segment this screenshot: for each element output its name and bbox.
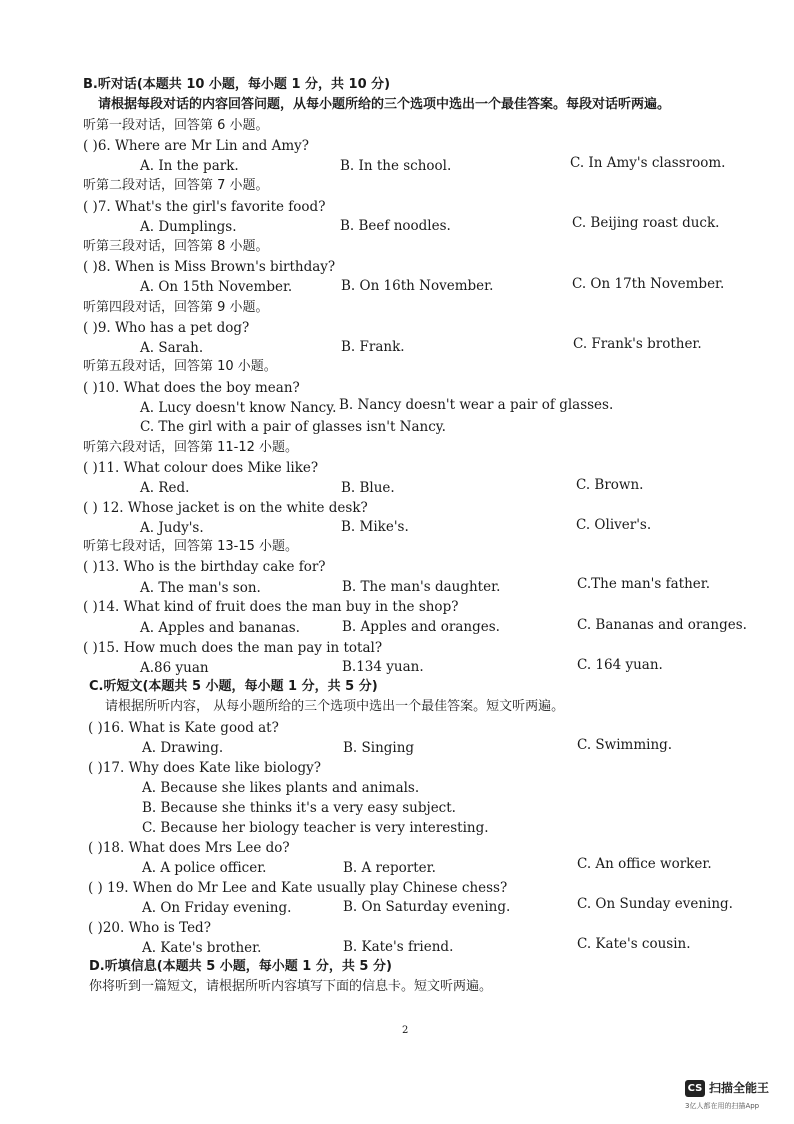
dialog-intro-3: 听第三段对话，回答第 8 小题。	[83, 239, 269, 254]
option-18c: C. An office worker.	[577, 856, 712, 872]
option-18a: A. A police officer.	[142, 860, 267, 876]
option-8c: C. On 17th November.	[572, 276, 725, 292]
question-stem-18: ( )18. What does Mrs Lee do?	[88, 840, 290, 856]
option-10c: C. The girl with a pair of glasses isn't Nancy.	[140, 419, 446, 435]
option-20b: B. Kate's friend.	[343, 939, 454, 955]
question-stem-7: ( )7. What's the girl's favorite food?	[83, 199, 326, 215]
option-11c: C. Brown.	[576, 477, 644, 493]
option-9c: C. Frank's brother.	[573, 336, 702, 352]
question-stem-19: ( ) 19. When do Mr Lee and Kate usually play Chinese chess?	[88, 880, 508, 896]
section-c-instruction: 请根据所听内容， 从每小题所给的三个选项中选出一个最佳答案。短文听两遍。	[105, 699, 565, 714]
option-11a: A. Red.	[140, 480, 190, 496]
option-8a: A. On 15th November.	[140, 279, 293, 295]
option-15b: B.134 yuan.	[342, 659, 424, 675]
option-17c: C. Because her biology teacher is very interesting.	[142, 820, 489, 836]
dialog-intro-5: 听第五段对话，回答第 10 小题。	[83, 359, 277, 374]
option-16a: A. Drawing.	[142, 740, 224, 756]
dialog-intro-7: 听第七段对话，回答第 13-15 小题。	[83, 539, 299, 554]
section-d-title: D.听填信息(本题共 5 小题，每小题 1 分，共 5 分)	[89, 959, 392, 974]
option-12b: B. Mike's.	[341, 519, 409, 535]
question-stem-10: ( )10. What does the boy mean?	[83, 380, 300, 396]
option-8b: B. On 16th November.	[341, 278, 494, 294]
option-16c: C. Swimming.	[577, 737, 673, 753]
dialog-intro-2: 听第二段对话，回答第 7 小题。	[83, 178, 269, 193]
option-19a: A. On Friday evening.	[142, 900, 292, 916]
question-stem-17: ( )17. Why does Kate like biology?	[88, 760, 322, 776]
option-14b: B. Apples and oranges.	[342, 619, 500, 635]
option-11b: B. Blue.	[341, 480, 395, 496]
option-13a: A. The man's son.	[140, 580, 261, 596]
option-9a: A. Sarah.	[140, 340, 204, 356]
question-stem-11: ( )11. What colour does Mike like?	[83, 460, 319, 476]
question-stem-8: ( )8. When is Miss Brown's birthday?	[83, 259, 336, 275]
section-b-instruction: 请根据每段对话的内容回答问题，从每小题所给的三个选项中选出一个最佳答案。每段对话听两遍。	[98, 97, 671, 112]
option-6a: A. In the park.	[140, 158, 239, 174]
option-12c: C. Oliver's.	[576, 517, 652, 533]
question-stem-9: ( )9. Who has a pet dog?	[83, 320, 250, 336]
option-13b: B. The man's daughter.	[342, 579, 501, 595]
section-d-instruction: 你将听到一篇短文，请根据所听内容填写下面的信息卡。短文听两遍。	[89, 979, 493, 994]
scanner-tagline: 3亿人都在用的扫描App	[685, 1102, 760, 1110]
option-6b: B. In the school.	[340, 158, 452, 174]
option-7c: C. Beijing roast duck.	[572, 215, 720, 231]
option-17b: B. Because she thinks it's a very easy subject.	[142, 800, 456, 816]
option-6c: C. In Amy's classroom.	[570, 155, 726, 171]
option-19c: C. On Sunday evening.	[577, 896, 733, 912]
option-15c: C. 164 yuan.	[577, 657, 663, 673]
dialog-intro-1: 听第一段对话，回答第 6 小题。	[83, 118, 269, 133]
option-7a: A. Dumplings.	[140, 219, 237, 235]
section-c-title: C.听短文(本题共 5 小题，每小题 1 分，共 5 分)	[89, 679, 378, 694]
option-15a: A.86 yuan	[140, 660, 209, 676]
scanner-watermark	[685, 1080, 793, 1116]
option-13c: C.The man's father.	[577, 576, 711, 592]
option-17a: A. Because she likes plants and animals.	[142, 780, 420, 796]
page-number: 2	[402, 1025, 409, 1036]
option-16b: B. Singing	[343, 740, 415, 756]
section-b-title: B.听对话(本题共 10 小题，每小题 1 分，共 10 分)	[83, 77, 391, 92]
scanner-logo-icon: CS	[685, 1080, 705, 1097]
option-9b: B. Frank.	[341, 339, 405, 355]
dialog-intro-6: 听第六段对话，回答第 11-12 小题。	[83, 440, 299, 455]
option-12a: A. Judy's.	[140, 520, 204, 536]
option-10a: A. Lucy doesn't know Nancy.	[140, 400, 337, 416]
question-stem-6: ( )6. Where are Mr Lin and Amy?	[83, 138, 309, 154]
option-19b: B. On Saturday evening.	[343, 899, 511, 915]
question-stem-12: ( ) 12. Whose jacket is on the white desk?	[83, 500, 368, 516]
option-20a: A. Kate's brother.	[142, 940, 262, 956]
question-stem-15: ( )15. How much does the man pay in total?	[83, 640, 383, 656]
question-stem-13: ( )13. Who is the birthday cake for?	[83, 559, 326, 575]
question-stem-14: ( )14. What kind of fruit does the man buy in the shop?	[83, 599, 459, 615]
option-10b: B. Nancy doesn't wear a pair of glasses.	[339, 397, 614, 413]
option-7b: B. Beef noodles.	[340, 218, 451, 234]
option-20c: C. Kate's cousin.	[577, 936, 691, 952]
question-stem-20: ( )20. Who is Ted?	[88, 920, 211, 936]
question-stem-16: ( )16. What is Kate good at?	[88, 720, 279, 736]
option-14c: C. Bananas and oranges.	[577, 617, 747, 633]
option-18b: B. A reporter.	[343, 860, 436, 876]
scanner-app-name: 扫描全能王	[709, 1081, 770, 1095]
dialog-intro-4: 听第四段对话，回答第 9 小题。	[83, 300, 269, 315]
option-14a: A. Apples and bananas.	[140, 620, 300, 636]
